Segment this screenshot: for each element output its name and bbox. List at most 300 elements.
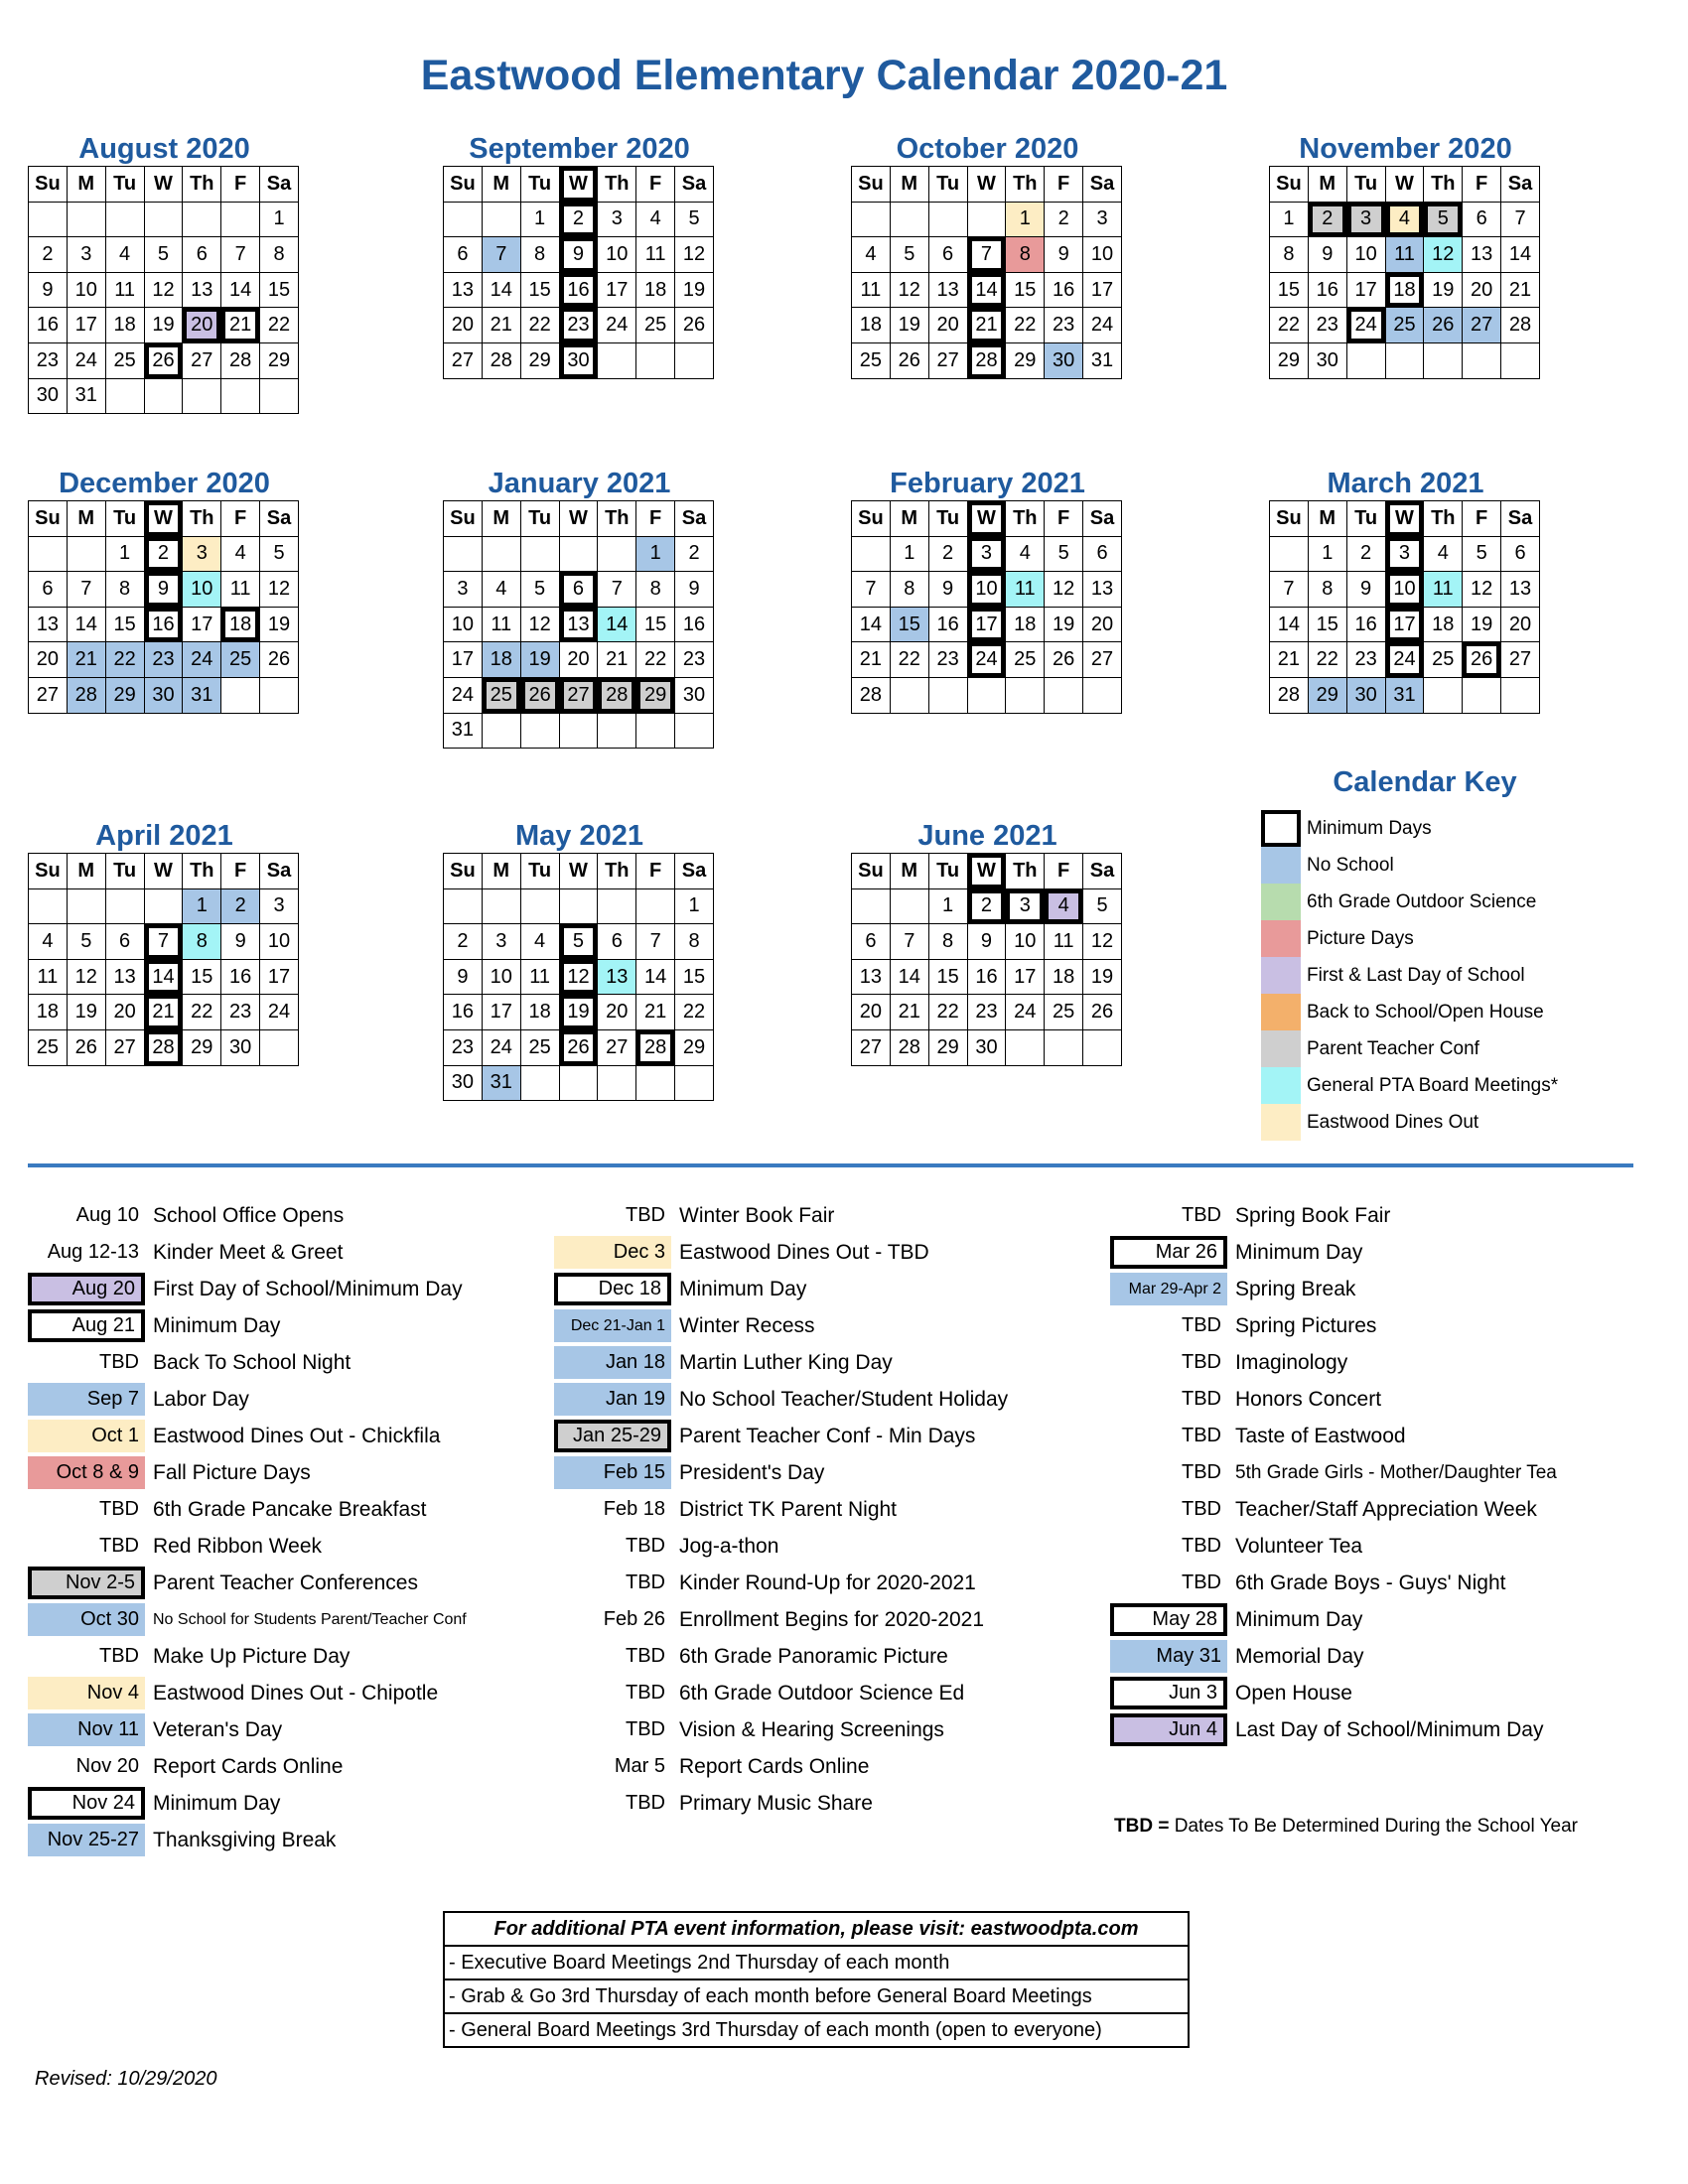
day-cell: 5	[675, 202, 714, 237]
day-cell: 2	[559, 202, 598, 237]
key-label: First & Last Day of School	[1307, 964, 1525, 986]
event-title: No School for Students Parent/Teacher Conf	[153, 1610, 467, 1628]
event-row	[28, 1491, 467, 1528]
weekday-header: F	[1045, 854, 1083, 889]
day-cell: 16	[559, 272, 598, 308]
event-row	[28, 1307, 467, 1344]
day-cell: 16	[1346, 607, 1385, 642]
day-cell: 18	[520, 995, 559, 1030]
event-title: Spring Break	[1235, 1277, 1356, 1300]
day-cell: 3	[1385, 536, 1424, 572]
event-date: TBD	[1182, 1498, 1221, 1520]
day-cell: 15	[520, 272, 559, 308]
pta-info-box	[443, 1911, 1190, 2048]
weekday-header: W	[967, 167, 1006, 203]
event-title: Volunteer Tea	[1235, 1534, 1363, 1558]
event-date: Nov 24	[28, 1787, 145, 1820]
weekday-header: F	[1045, 501, 1083, 537]
day-cell: 4	[1385, 202, 1424, 237]
day-cell: 6	[105, 924, 144, 960]
day-cell: 19	[520, 642, 559, 678]
day-cell: 5	[1424, 202, 1463, 237]
day-cell: 23	[221, 995, 260, 1030]
day-cell: 28	[144, 1029, 183, 1065]
day-cell: 15	[636, 607, 675, 642]
day-cell: 15	[183, 959, 221, 995]
event-title: Veteran's Day	[153, 1717, 283, 1741]
day-cell: 19	[675, 272, 714, 308]
day-cell: 6	[1083, 536, 1122, 572]
day-cell: 25	[636, 308, 675, 343]
event-title: Taste of Eastwood	[1235, 1424, 1406, 1447]
event-row	[28, 1748, 467, 1785]
day-cell: 29	[1006, 342, 1045, 378]
weekday-header: Th	[183, 854, 221, 889]
day-cell: 15	[675, 959, 714, 995]
event-date: TBD	[1182, 1535, 1221, 1557]
day-cell: 27	[852, 1029, 891, 1065]
day-cell: 26	[890, 342, 928, 378]
day-cell: 14	[482, 272, 520, 308]
event-row	[554, 1601, 1008, 1638]
weekday-header: Th	[183, 167, 221, 203]
day-cell: 19	[144, 308, 183, 343]
weekday-header: W	[559, 854, 598, 889]
day-cell	[144, 202, 183, 237]
day-cell: 28	[1501, 308, 1540, 343]
day-cell: 10	[1346, 237, 1385, 273]
day-cell: 11	[1045, 924, 1083, 960]
pta-info-line: - Grab & Go 3rd Thursday of each month before General Board Meetings	[444, 1979, 1189, 2013]
key-label: 6th Grade Outdoor Science	[1307, 890, 1537, 912]
day-cell: 15	[1308, 607, 1346, 642]
day-cell	[890, 677, 928, 713]
day-cell: 30	[1045, 342, 1083, 378]
weekday-header: Tu	[520, 167, 559, 203]
event-title: Minimum Day	[153, 1791, 281, 1815]
day-cell: 7	[967, 237, 1006, 273]
day-cell: 31	[67, 378, 105, 414]
day-cell: 9	[967, 924, 1006, 960]
day-cell: 9	[221, 924, 260, 960]
day-cell	[928, 677, 967, 713]
day-cell: 1	[890, 536, 928, 572]
event-title: Enrollment Begins for 2020-2021	[679, 1607, 985, 1631]
event-title: Report Cards Online	[679, 1754, 870, 1778]
day-cell: 30	[1308, 342, 1346, 378]
day-cell: 3	[598, 202, 636, 237]
day-cell: 2	[221, 888, 260, 924]
day-cell: 14	[144, 959, 183, 995]
event-title: President's Day	[679, 1460, 825, 1484]
event-row	[28, 1454, 467, 1491]
day-cell: 17	[260, 959, 299, 995]
weekday-header: Tu	[520, 501, 559, 537]
day-cell: 1	[260, 202, 299, 237]
day-cell: 3	[1346, 202, 1385, 237]
day-cell: 13	[105, 959, 144, 995]
event-title: Kinder Meet & Greet	[153, 1240, 344, 1264]
pta-info-line: - Executive Board Meetings 2nd Thursday of each month	[444, 1946, 1189, 1979]
month-calendar	[851, 819, 1124, 1066]
day-cell: 14	[636, 959, 675, 995]
events-column-1	[28, 1197, 467, 1858]
day-cell: 13	[1501, 572, 1540, 608]
day-cell: 20	[852, 995, 891, 1030]
day-cell	[67, 888, 105, 924]
event-date: TBD	[1182, 1388, 1221, 1410]
weekday-header: M	[890, 167, 928, 203]
weekday-header: F	[221, 167, 260, 203]
day-cell: 18	[1006, 607, 1045, 642]
day-cell: 2	[675, 536, 714, 572]
day-cell: 5	[1083, 888, 1122, 924]
day-cell	[598, 713, 636, 749]
day-cell: 8	[675, 924, 714, 960]
event-date: Jan 25-29	[554, 1420, 671, 1452]
day-cell: 5	[67, 924, 105, 960]
day-cell: 29	[105, 677, 144, 713]
day-cell: 20	[183, 308, 221, 343]
weekday-header: Tu	[1346, 167, 1385, 203]
event-date: TBD	[626, 1682, 665, 1704]
day-cell: 9	[1346, 572, 1385, 608]
day-cell: 10	[67, 272, 105, 308]
key-swatch	[1261, 1104, 1301, 1141]
day-cell: 28	[1270, 677, 1309, 713]
day-cell: 6	[29, 572, 68, 608]
day-cell: 30	[559, 342, 598, 378]
event-title: Eastwood Dines Out - Chickfila	[153, 1424, 441, 1447]
day-cell	[890, 202, 928, 237]
event-date: Nov 20	[75, 1755, 139, 1777]
weekday-header: Sa	[1501, 501, 1540, 537]
weekday-header: F	[1463, 167, 1501, 203]
weekday-header: Tu	[928, 501, 967, 537]
day-cell: 7	[636, 924, 675, 960]
day-cell: 4	[1424, 536, 1463, 572]
weekday-header: Su	[444, 854, 483, 889]
day-cell: 19	[559, 995, 598, 1030]
event-row	[1110, 1234, 1557, 1271]
day-cell	[144, 888, 183, 924]
event-title: School Office Opens	[153, 1203, 345, 1227]
weekday-header: W	[144, 167, 183, 203]
day-cell	[967, 202, 1006, 237]
month-calendar	[443, 132, 716, 379]
key-swatch	[1261, 847, 1301, 884]
event-title: Imaginology	[1235, 1350, 1348, 1374]
day-cell: 7	[852, 572, 891, 608]
day-cell: 16	[675, 607, 714, 642]
day-cell: 25	[1424, 642, 1463, 678]
day-cell	[559, 888, 598, 924]
day-cell: 11	[852, 272, 891, 308]
day-cell: 4	[29, 924, 68, 960]
day-cell: 25	[1045, 995, 1083, 1030]
day-cell: 8	[1308, 572, 1346, 608]
day-cell: 19	[1424, 272, 1463, 308]
day-cell: 11	[1385, 237, 1424, 273]
day-cell: 2	[928, 536, 967, 572]
day-cell: 21	[967, 308, 1006, 343]
day-cell: 30	[967, 1029, 1006, 1065]
day-cell: 22	[520, 308, 559, 343]
day-cell: 21	[1501, 272, 1540, 308]
event-date: Aug 12-13	[47, 1241, 139, 1263]
month-title: April 2021	[95, 820, 233, 852]
day-cell	[520, 713, 559, 749]
weekday-header: Su	[852, 854, 891, 889]
day-cell: 26	[1045, 642, 1083, 678]
weekday-header: Th	[1006, 501, 1045, 537]
day-cell: 3	[482, 924, 520, 960]
tbd-note	[1114, 1816, 1578, 1838]
event-date: Dec 18	[554, 1273, 671, 1305]
day-cell: 3	[1006, 888, 1045, 924]
event-date: TBD	[626, 1535, 665, 1557]
weekday-header: Tu	[928, 167, 967, 203]
day-cell: 27	[1083, 642, 1122, 678]
day-cell: 15	[890, 607, 928, 642]
day-cell	[852, 202, 891, 237]
day-cell	[1083, 677, 1122, 713]
month-calendar	[443, 467, 716, 749]
event-row	[28, 1234, 467, 1271]
day-cell: 23	[1308, 308, 1346, 343]
day-cell	[144, 378, 183, 414]
weekday-header: Su	[29, 854, 68, 889]
event-row	[1110, 1601, 1557, 1638]
event-title: Teacher/Staff Appreciation Week	[1235, 1497, 1537, 1521]
day-cell	[636, 342, 675, 378]
day-cell: 8	[260, 237, 299, 273]
day-cell: 23	[967, 995, 1006, 1030]
event-title: Memorial Day	[1235, 1644, 1364, 1668]
day-cell	[1006, 677, 1045, 713]
day-cell: 20	[1463, 272, 1501, 308]
month-calendar	[851, 467, 1124, 714]
weekday-header: W	[559, 501, 598, 537]
event-row	[28, 1638, 467, 1675]
day-cell	[1463, 677, 1501, 713]
day-cell: 10	[1083, 237, 1122, 273]
day-cell: 21	[67, 642, 105, 678]
day-cell: 10	[967, 572, 1006, 608]
weekday-header: Su	[444, 167, 483, 203]
event-row	[1110, 1344, 1557, 1381]
day-cell: 9	[1308, 237, 1346, 273]
day-cell	[260, 1029, 299, 1065]
weekday-header: Th	[598, 854, 636, 889]
day-cell: 7	[1270, 572, 1309, 608]
day-cell: 4	[520, 924, 559, 960]
event-title: Winter Recess	[679, 1313, 815, 1337]
event-row	[28, 1565, 467, 1601]
day-cell: 16	[29, 308, 68, 343]
day-cell: 20	[29, 642, 68, 678]
day-cell: 31	[482, 1065, 520, 1101]
day-cell: 5	[1045, 536, 1083, 572]
day-cell	[1385, 342, 1424, 378]
key-swatch	[1261, 994, 1301, 1030]
event-title: Minimum Day	[153, 1313, 281, 1337]
day-cell	[1270, 536, 1309, 572]
day-cell: 22	[1308, 642, 1346, 678]
day-cell	[105, 378, 144, 414]
event-title: Thanksgiving Break	[153, 1828, 337, 1851]
day-cell	[444, 202, 483, 237]
event-date: Aug 20	[28, 1273, 145, 1305]
day-cell: 4	[636, 202, 675, 237]
day-cell	[1501, 677, 1540, 713]
event-date: Dec 21-Jan 1	[554, 1309, 671, 1342]
day-cell: 1	[1308, 536, 1346, 572]
day-cell: 29	[520, 342, 559, 378]
day-cell: 4	[482, 572, 520, 608]
event-title: 6th Grade Pancake Breakfast	[153, 1497, 427, 1521]
event-date: Aug 10	[75, 1204, 139, 1226]
day-cell: 31	[1385, 677, 1424, 713]
event-date: Feb 26	[603, 1608, 665, 1630]
event-row	[554, 1234, 1008, 1271]
event-title: Winter Book Fair	[679, 1203, 835, 1227]
day-cell: 17	[1346, 272, 1385, 308]
month-calendar	[28, 819, 301, 1066]
day-cell: 25	[852, 342, 891, 378]
key-swatch	[1261, 810, 1301, 847]
tbd-note-text: Dates To Be Determined During the School Year	[1174, 1816, 1579, 1837]
day-cell: 29	[928, 1029, 967, 1065]
day-cell	[1045, 677, 1083, 713]
event-title: Fall Picture Days	[153, 1460, 311, 1484]
day-cell: 13	[444, 272, 483, 308]
event-date: TBD	[99, 1351, 139, 1373]
day-cell: 14	[967, 272, 1006, 308]
day-cell	[852, 536, 891, 572]
event-row	[1110, 1271, 1557, 1307]
day-cell	[675, 1065, 714, 1101]
day-cell: 24	[598, 308, 636, 343]
month-title: December 2020	[59, 468, 270, 499]
event-date: Jan 19	[554, 1383, 671, 1416]
day-cell: 29	[183, 1029, 221, 1065]
day-cell: 24	[1385, 642, 1424, 678]
day-cell: 4	[1006, 536, 1045, 572]
event-row	[554, 1197, 1008, 1234]
event-row	[554, 1344, 1008, 1381]
key-swatch	[1261, 957, 1301, 994]
event-date: Sep 7	[28, 1383, 145, 1416]
day-cell: 26	[144, 342, 183, 378]
day-cell: 7	[598, 572, 636, 608]
day-cell: 18	[1385, 272, 1424, 308]
weekday-header: Th	[1424, 167, 1463, 203]
event-row	[554, 1271, 1008, 1307]
event-date: Nov 4	[28, 1677, 145, 1709]
day-cell: 28	[967, 342, 1006, 378]
event-row	[554, 1491, 1008, 1528]
event-title: Vision & Hearing Screenings	[679, 1717, 944, 1741]
event-date: Oct 8 & 9	[28, 1456, 145, 1489]
day-cell: 12	[1045, 572, 1083, 608]
event-title: Jog-a-thon	[679, 1534, 779, 1558]
calendar-title: Eastwood Elementary Calendar 2020-21	[420, 52, 1228, 99]
weekday-header: F	[636, 167, 675, 203]
weekday-header: Tu	[105, 854, 144, 889]
event-title: Martin Luther King Day	[679, 1350, 893, 1374]
day-cell: 1	[1270, 202, 1309, 237]
day-cell: 17	[482, 995, 520, 1030]
event-title: 6th Grade Panoramic Picture	[679, 1644, 948, 1668]
day-cell: 28	[598, 677, 636, 713]
event-date: Feb 15	[554, 1456, 671, 1489]
weekday-header: M	[67, 854, 105, 889]
weekday-header: Su	[29, 167, 68, 203]
event-row	[28, 1271, 467, 1307]
day-cell: 10	[598, 237, 636, 273]
day-cell: 20	[444, 308, 483, 343]
day-cell	[675, 342, 714, 378]
event-title: Parent Teacher Conferences	[153, 1570, 418, 1594]
day-cell: 21	[482, 308, 520, 343]
day-cell: 11	[520, 959, 559, 995]
day-cell: 12	[520, 607, 559, 642]
day-cell: 24	[260, 995, 299, 1030]
day-cell: 18	[105, 308, 144, 343]
day-cell: 12	[890, 272, 928, 308]
day-cell	[183, 202, 221, 237]
event-title: Honors Concert	[1235, 1387, 1382, 1411]
day-cell	[890, 888, 928, 924]
event-title: 6th Grade Boys - Guys' Night	[1235, 1570, 1506, 1594]
day-cell: 6	[598, 924, 636, 960]
day-cell: 12	[67, 959, 105, 995]
day-cell: 5	[520, 572, 559, 608]
weekday-header: F	[221, 854, 260, 889]
day-cell: 20	[559, 642, 598, 678]
day-cell	[183, 378, 221, 414]
day-cell: 22	[890, 642, 928, 678]
event-date: TBD	[1182, 1425, 1221, 1446]
day-cell	[221, 202, 260, 237]
key-label: No School	[1307, 854, 1394, 876]
day-cell	[559, 536, 598, 572]
day-cell: 29	[1270, 342, 1309, 378]
day-cell: 25	[221, 642, 260, 678]
month-title: November 2020	[1299, 133, 1512, 165]
day-cell: 15	[105, 607, 144, 642]
day-cell: 27	[1463, 308, 1501, 343]
day-cell: 14	[852, 607, 891, 642]
day-cell: 26	[67, 1029, 105, 1065]
day-cell: 26	[1463, 642, 1501, 678]
day-cell: 14	[1501, 237, 1540, 273]
weekday-header: M	[1308, 167, 1346, 203]
day-cell	[1045, 1029, 1083, 1065]
day-cell	[675, 713, 714, 749]
day-cell: 15	[928, 959, 967, 995]
day-cell: 19	[67, 995, 105, 1030]
day-cell	[598, 1065, 636, 1101]
weekday-header: Su	[852, 501, 891, 537]
events-column-2	[554, 1197, 1008, 1822]
day-cell: 7	[482, 237, 520, 273]
key-swatch	[1261, 884, 1301, 920]
day-cell: 3	[967, 536, 1006, 572]
weekday-header: M	[482, 167, 520, 203]
day-cell: 5	[559, 924, 598, 960]
